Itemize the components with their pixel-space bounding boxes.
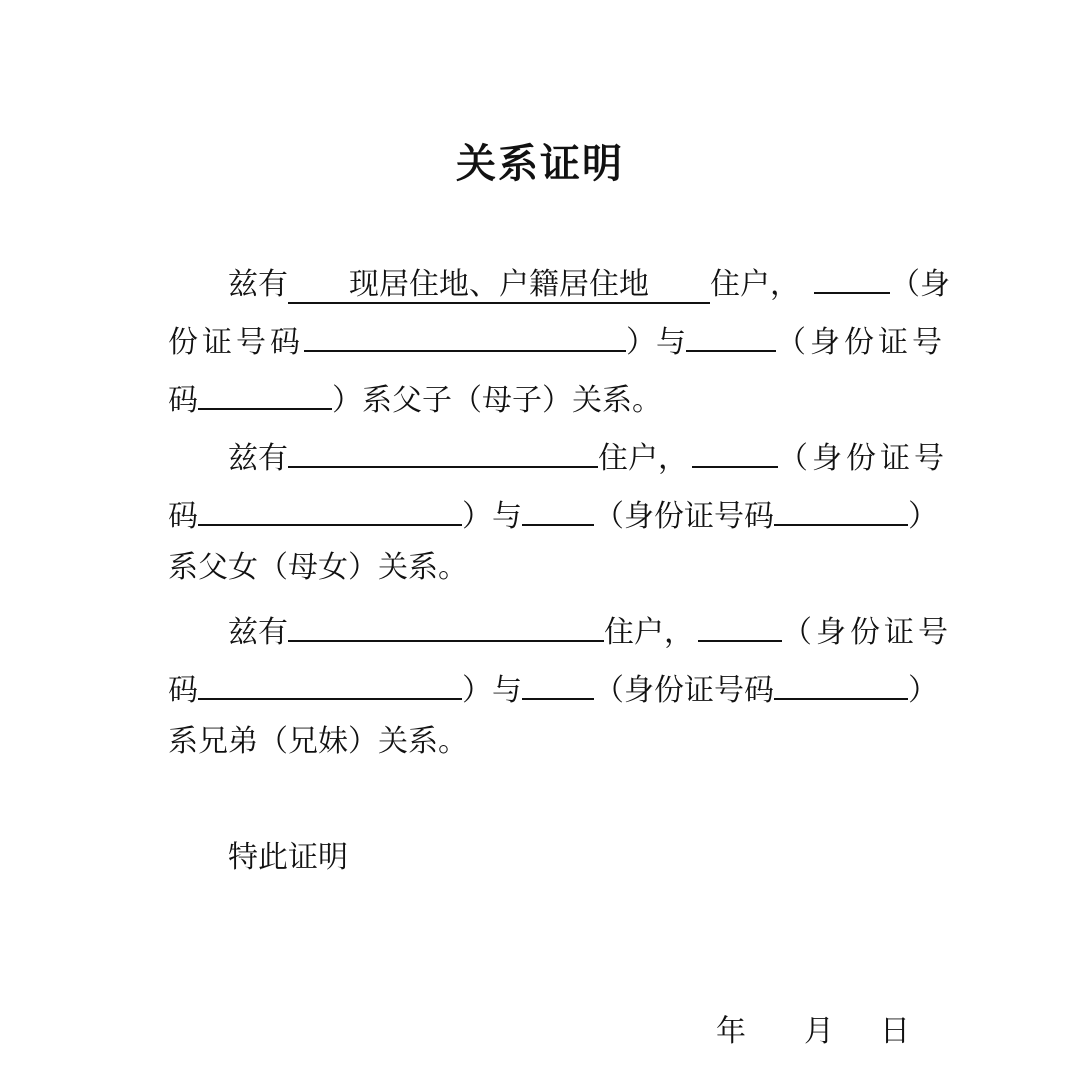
para2-text-idnum: （身份证号 <box>778 441 948 476</box>
para2-text-close: ） <box>908 499 938 534</box>
para3-text-relation: 系兄弟（兄妹）关系。 <box>168 724 468 759</box>
para1-address-field[interactable] <box>288 268 710 304</box>
para2-address-field[interactable] <box>288 432 598 468</box>
para1-line3 <box>168 374 662 418</box>
para3-text-idnum: （身份证号 <box>782 615 952 650</box>
para2-text-relation: 系父女（母女）关系。 <box>168 550 468 585</box>
para2-id-field-1[interactable] <box>198 490 462 526</box>
para3-text-ma: 码 <box>168 673 198 708</box>
closing-statement: 特此证明 <box>228 840 348 875</box>
para3-name-field-2[interactable] <box>522 664 594 700</box>
para3-id-field-1[interactable] <box>198 664 462 700</box>
para1-text-ma: 码 <box>168 383 198 418</box>
para3-text-idnum-2: （身份证号码 <box>594 673 774 708</box>
para1-name-field-1[interactable] <box>814 258 890 294</box>
para3-id-field-2[interactable] <box>774 664 908 700</box>
date-day-label: 日 <box>880 1014 910 1049</box>
para3-text-yu: ）与 <box>462 673 522 708</box>
para1-text-yu: ）与 <box>626 325 686 360</box>
page-title: 关系证明 <box>456 141 624 187</box>
para2-line2 <box>168 490 938 534</box>
para1-name-field-2[interactable] <box>686 316 776 352</box>
para2-name-field-2[interactable] <box>522 490 594 526</box>
para3-text-close: ） <box>908 673 938 708</box>
para1-text-idnum-2: （身份证号 <box>776 325 946 360</box>
para1-line1 <box>228 258 950 302</box>
para1-text-relation: ）系父子（母子）关系。 <box>332 383 662 418</box>
para2-line1 <box>228 432 948 476</box>
para3-address-field[interactable] <box>288 606 604 642</box>
date-month-label: 月 <box>804 1014 834 1049</box>
para1-id-field-1[interactable] <box>304 316 626 352</box>
para2-text-yu: ）与 <box>462 499 522 534</box>
para3-line3 <box>168 722 468 762</box>
para3-text-ziyou: 兹有 <box>228 615 288 650</box>
para3-text-zhuhu: 住户， <box>604 615 694 650</box>
date-year-label: 年 <box>716 1014 746 1049</box>
para1-id-field-2[interactable] <box>198 374 332 410</box>
para1-address-value: 现居住地、户籍居住地 <box>349 267 649 302</box>
para3-line2 <box>168 664 938 708</box>
para2-line3 <box>168 548 468 588</box>
para2-text-ma: 码 <box>168 499 198 534</box>
para2-text-idnum-2: （身份证号码 <box>594 499 774 534</box>
para1-text-idnum: 份证号码 <box>168 325 304 360</box>
para1-text-shen: （身 <box>890 267 950 302</box>
para1-text-ziyou: 兹有 <box>228 267 288 302</box>
para2-text-ziyou: 兹有 <box>228 441 288 476</box>
para3-name-field-1[interactable] <box>698 606 782 642</box>
para1-text-zhuhu: 住户， <box>710 267 800 302</box>
para3-line1 <box>228 606 952 650</box>
para2-text-zhuhu: 住户， <box>598 441 688 476</box>
para2-name-field-1[interactable] <box>692 432 778 468</box>
para1-line2 <box>168 316 946 360</box>
para2-id-field-2[interactable] <box>774 490 908 526</box>
